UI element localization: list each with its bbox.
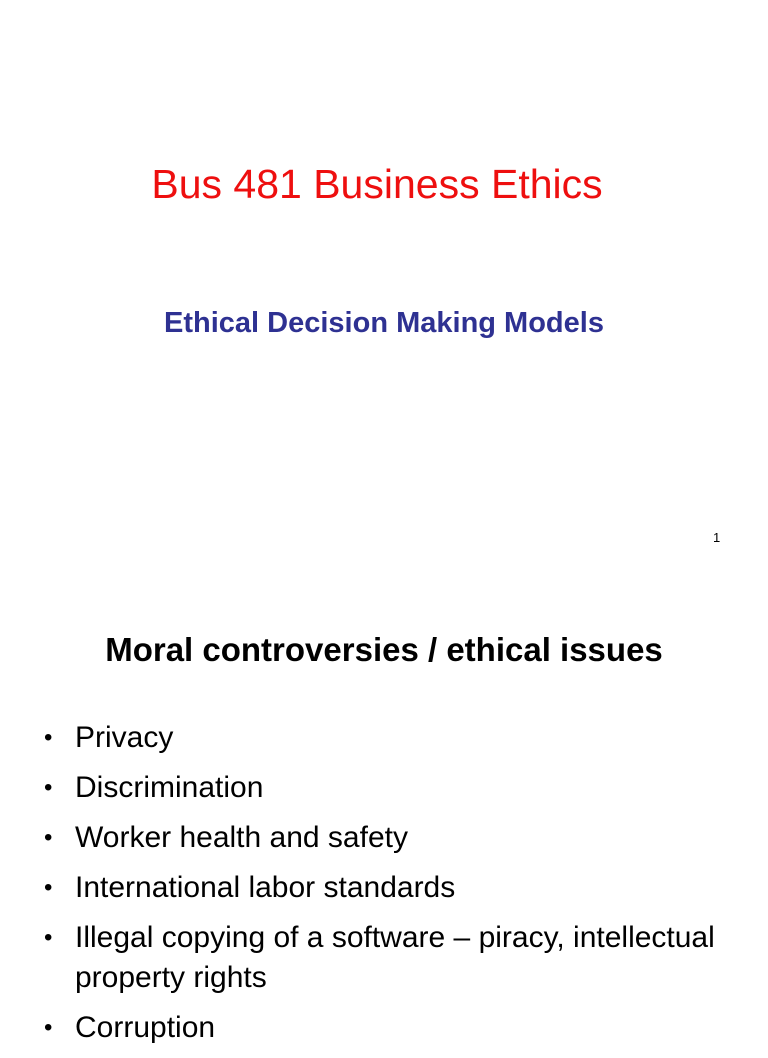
slide-2 — [0, 576, 768, 1044]
bullet-icon: • — [44, 874, 53, 901]
slide-heading: Moral controversies / ethical issues — [105, 631, 663, 668]
bullet-icon: • — [44, 924, 53, 951]
bullet-item — [40, 918, 740, 998]
bullet-item — [40, 868, 740, 908]
bullet-icon: • — [44, 1014, 53, 1041]
bullet-text: International labor standards — [75, 871, 456, 904]
bullet-item — [40, 818, 740, 858]
bullet-list — [40, 718, 740, 1058]
bullet-text: Corruption — [75, 1011, 216, 1044]
bullet-item — [40, 768, 740, 808]
bullet-text: Illegal copying of a software – piracy, intellectual property rights — [75, 921, 715, 994]
slide-title: Bus 481 Business Ethics — [151, 161, 603, 207]
slide-subtitle: Ethical Decision Making Models — [164, 307, 604, 339]
bullet-item — [40, 718, 740, 758]
bullet-text: Privacy — [75, 721, 174, 754]
bullet-text: Worker health and safety — [75, 821, 408, 854]
bullet-text: Discrimination — [75, 771, 264, 804]
bullet-icon: • — [44, 724, 53, 751]
slide-page-number: 1 — [713, 530, 721, 545]
bullet-item — [40, 1008, 740, 1048]
bullet-icon: • — [44, 774, 53, 801]
bullet-icon: • — [44, 824, 53, 851]
